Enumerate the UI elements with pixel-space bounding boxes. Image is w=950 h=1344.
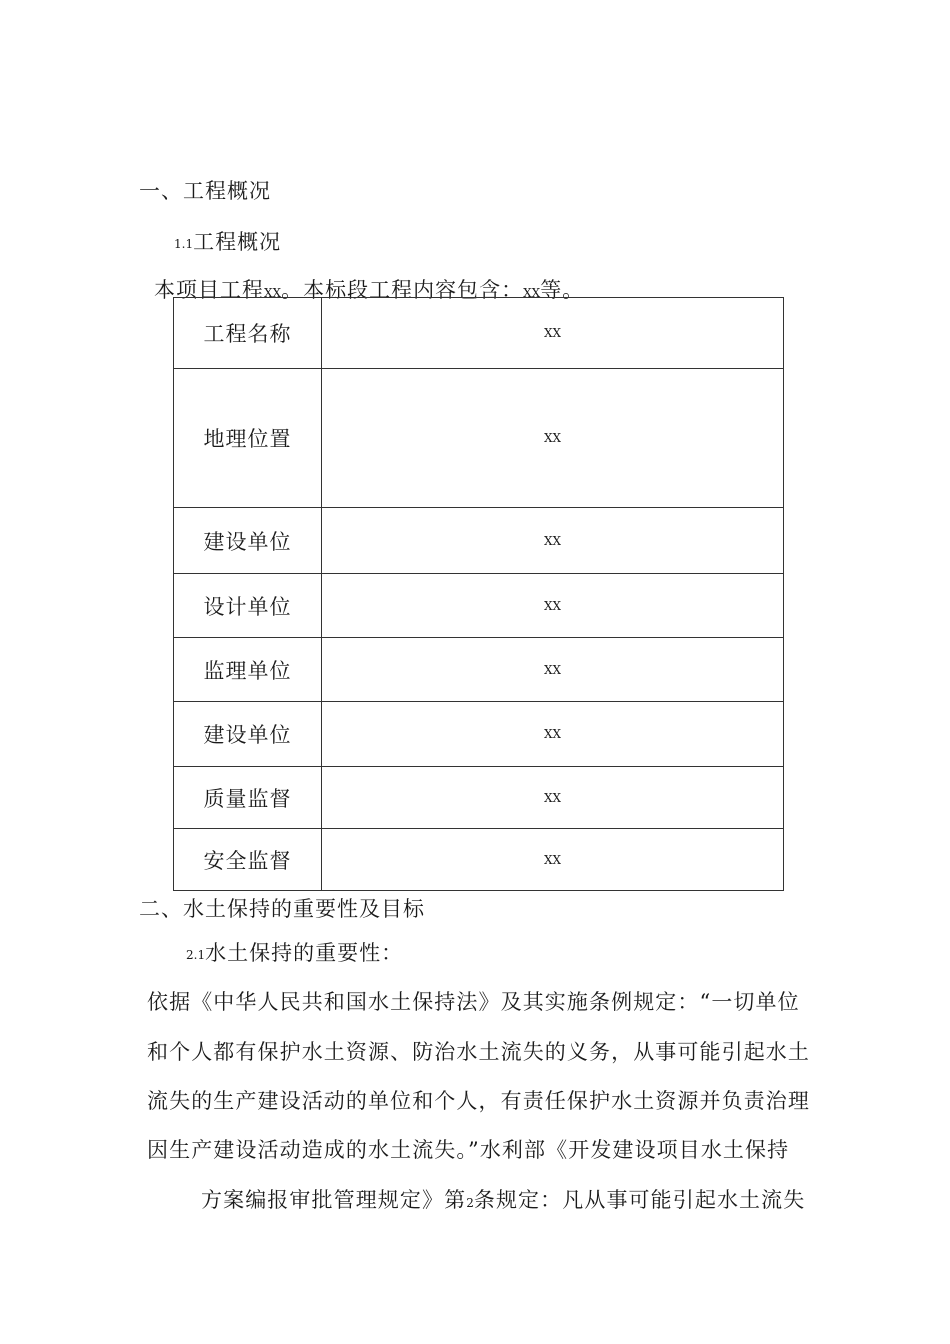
intro-placeholder: XX xyxy=(264,286,282,300)
subsection-number: 2.1 xyxy=(186,948,206,962)
row-label: 建设单位 xyxy=(174,702,322,767)
paragraph-line: 因生产建设活动造成的水土流失。”水利部《开发建设项目水土保持 xyxy=(147,1138,790,1162)
row-value: XX xyxy=(322,298,784,369)
row-label: 质量监督 xyxy=(174,767,322,829)
row-value: XX xyxy=(322,574,784,638)
row-value: XX xyxy=(322,702,784,767)
row-label: 地理位置 xyxy=(174,369,322,508)
paragraph-text: 条规定：凡从事可能引起水土流失 xyxy=(473,1188,806,1212)
paragraph-line xyxy=(201,1184,805,1214)
paragraph-line: 流失的生产建设活动的单位和个人，有责任保护水土资源并负责治理 xyxy=(147,1089,810,1113)
table-row xyxy=(174,829,784,891)
section-1-heading: 一、工程概况 xyxy=(139,179,271,203)
paragraph-line: 依据《中华人民共和国水土保持法》及其实施条例规定：“一切单位 xyxy=(147,990,800,1014)
paragraph-text: 方案编报审批管理规定》第 xyxy=(201,1188,467,1212)
table-row xyxy=(174,767,784,829)
subsection-title: 工程概况 xyxy=(193,230,282,254)
table-row xyxy=(174,369,784,508)
intro-text: 。本标段工程内容包含： xyxy=(281,278,524,302)
table-row xyxy=(174,702,784,767)
row-value: XX xyxy=(322,369,784,508)
project-info-table xyxy=(173,297,784,891)
subsection-1-1-heading xyxy=(174,226,281,256)
table-row xyxy=(174,298,784,369)
article-number: 2 xyxy=(466,1196,474,1210)
subsection-title: 水土保持的重要性： xyxy=(205,941,404,965)
row-label: 设计单位 xyxy=(174,574,322,638)
row-label: 工程名称 xyxy=(174,298,322,369)
row-label: 建设单位 xyxy=(174,508,322,574)
paragraph-line: 和个人都有保护水土资源、防治水土流失的义务，从事可能引起水土 xyxy=(147,1040,810,1064)
row-value: XX xyxy=(322,508,784,574)
table-row xyxy=(174,508,784,574)
row-value: XX xyxy=(322,638,784,702)
subsection-number: 1.1 xyxy=(174,237,194,251)
intro-text: 等。 xyxy=(540,278,585,302)
table-row xyxy=(174,638,784,702)
table-row xyxy=(174,574,784,638)
subsection-2-1-heading xyxy=(186,937,403,967)
section-2-heading: 二、水土保持的重要性及目标 xyxy=(139,897,425,921)
intro-text: 本项目工程 xyxy=(154,278,264,302)
row-value: XX xyxy=(322,829,784,891)
row-value: XX xyxy=(322,767,784,829)
row-label: 安全监督 xyxy=(174,829,322,891)
intro-placeholder: XX xyxy=(523,286,541,300)
row-label: 监理单位 xyxy=(174,638,322,702)
